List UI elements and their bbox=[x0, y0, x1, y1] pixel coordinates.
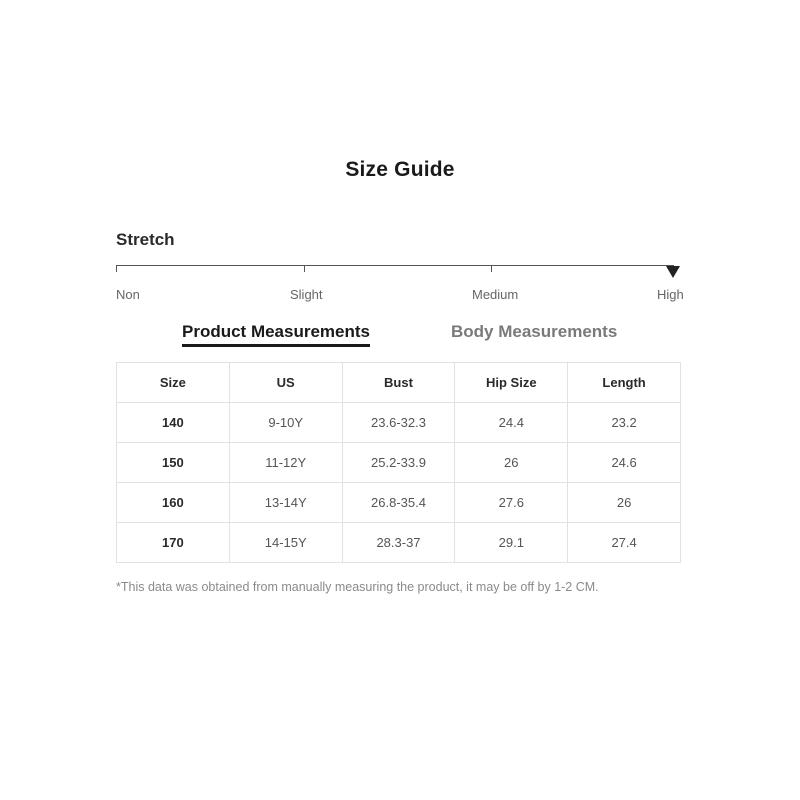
cell-us: 9-10Y bbox=[229, 403, 342, 443]
cell-bust: 26.8-35.4 bbox=[342, 483, 455, 523]
cell-bust: 23.6-32.3 bbox=[342, 403, 455, 443]
column-header-bust: Bust bbox=[342, 363, 455, 403]
tab-product-measurements[interactable]: Product Measurements bbox=[182, 322, 370, 347]
cell-hip-size: 24.4 bbox=[455, 403, 568, 443]
stretch-tick-slight bbox=[304, 265, 305, 272]
cell-size: 150 bbox=[117, 443, 230, 483]
cell-length: 27.4 bbox=[568, 523, 681, 563]
cell-hip-size: 29.1 bbox=[455, 523, 568, 563]
table-row bbox=[117, 523, 681, 563]
table-row bbox=[117, 443, 681, 483]
table-row bbox=[117, 483, 681, 523]
stretch-selected-marker-icon bbox=[666, 266, 680, 278]
stretch-tick-non bbox=[116, 265, 117, 272]
column-header-hip-size: Hip Size bbox=[455, 363, 568, 403]
cell-size: 140 bbox=[117, 403, 230, 443]
cell-length: 26 bbox=[568, 483, 681, 523]
cell-bust: 25.2-33.9 bbox=[342, 443, 455, 483]
cell-length: 23.2 bbox=[568, 403, 681, 443]
cell-size: 170 bbox=[117, 523, 230, 563]
stretch-label: Stretch bbox=[116, 230, 175, 249]
stretch-level-medium: Medium bbox=[472, 287, 519, 302]
stretch-level-high: High bbox=[657, 287, 684, 302]
cell-bust: 28.3-37 bbox=[342, 523, 455, 563]
stretch-level-slight: Slight bbox=[290, 287, 323, 302]
cell-us: 11-12Y bbox=[229, 443, 342, 483]
page-title: Size Guide bbox=[345, 158, 455, 181]
size-table bbox=[116, 362, 681, 563]
table-header-row bbox=[117, 363, 681, 403]
column-header-us: US bbox=[229, 363, 342, 403]
stretch-level-non: Non bbox=[116, 287, 140, 302]
cell-us: 13-14Y bbox=[229, 483, 342, 523]
cell-hip-size: 26 bbox=[455, 443, 568, 483]
cell-hip-size: 27.6 bbox=[455, 483, 568, 523]
tab-body-measurements[interactable]: Body Measurements bbox=[451, 322, 618, 341]
cell-length: 24.6 bbox=[568, 443, 681, 483]
cell-us: 14-15Y bbox=[229, 523, 342, 563]
table-row bbox=[117, 403, 681, 443]
column-header-size: Size bbox=[117, 363, 230, 403]
column-header-length: Length bbox=[568, 363, 681, 403]
cell-size: 160 bbox=[117, 483, 230, 523]
stretch-scale-line bbox=[116, 265, 674, 266]
stretch-tick-medium bbox=[491, 265, 492, 272]
measurement-footnote: *This data was obtained from manually measuring the product, it may be off by 1-2 CM. bbox=[116, 580, 599, 594]
